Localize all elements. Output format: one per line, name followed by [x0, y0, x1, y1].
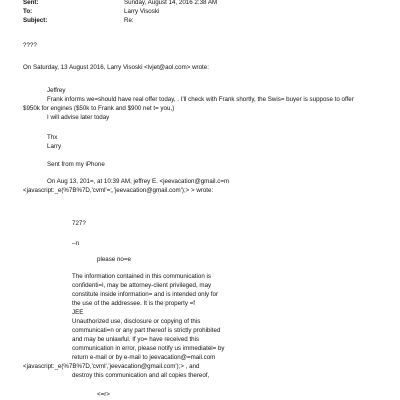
- subject-value: Re:: [124, 17, 134, 24]
- disclaimer-line: <javascript:_e(%7B%7D,'cvml','jeevacation@gmail.com');> , and: [23, 363, 200, 370]
- disclaimer-line: destroy this communication and all copies thereof,: [72, 372, 210, 379]
- cut-off-text: <=r>: [97, 391, 110, 398]
- larry-thx: Thx: [47, 134, 58, 141]
- disclaimer-line: communicati=n or any part thereof is strictly prohibited: [72, 327, 221, 334]
- disclaimer-line: The information contained in this communication is: [72, 273, 211, 280]
- disclaimer-line: and may be unlawful. If yo= have received this: [72, 336, 200, 343]
- larry-line-3: I will advise later today: [47, 114, 110, 121]
- disclaimer-line: the use of the addressee. It is the property =f: [72, 300, 195, 307]
- larry-line-2: $950k for engines ($50k to Frank and $900 net t= you,): [23, 105, 175, 112]
- disclaimer-line: confidenti=l, may be attorney-client privileged, may: [72, 282, 212, 289]
- to-value: Larry Visoski: [124, 8, 160, 15]
- larry-name: Larry: [47, 143, 62, 150]
- subject-label: Subject:: [23, 17, 48, 24]
- disclaimer-line: constitute inside information= and is intended only for: [72, 291, 219, 298]
- quoted-dash: –n: [72, 240, 79, 247]
- to-label: To:: [23, 8, 33, 15]
- larry-signature: Sent from my iPhone: [47, 161, 105, 168]
- sent-label: Sent:: [23, 0, 39, 6]
- reply-text: ????: [23, 42, 37, 49]
- sent-value: Sunday, August 14, 2016 2:38 AM: [124, 0, 218, 6]
- quote-intro-1: On Saturday, 13 August 2016, Larry Visoski <lvjet@aol.com> wrote:: [23, 64, 209, 71]
- quote-intro-2b: <javascript:_e(%7B%7D,'cvml'=;,'jeevacation@gmail.com');> > wrote:: [23, 187, 214, 194]
- larry-line-1: Frank informs we=should have real offer today, . I'll check with Frank shortly, the Swis= buyer is suppose to offer: [47, 96, 354, 103]
- disclaimer-line: communication in error, please notify us immediatel= by: [72, 345, 225, 352]
- quoted-727: 727?: [72, 220, 86, 227]
- disclaimer-line: JEE: [72, 309, 84, 316]
- larry-greeting: Jeffrey: [47, 87, 66, 94]
- quote-intro-2a: On Aug 13, 201=, at 10:39 AM, jeffrey E. <jeevacation@gmail.c=m: [47, 178, 230, 185]
- disclaimer-line: Unauthorized use, disclosure or copying of this: [72, 318, 201, 325]
- quoted-please: please no=e: [97, 256, 131, 263]
- disclaimer-line: return e-mail or by e-mail to jeevacation@=mail.com: [72, 354, 216, 361]
